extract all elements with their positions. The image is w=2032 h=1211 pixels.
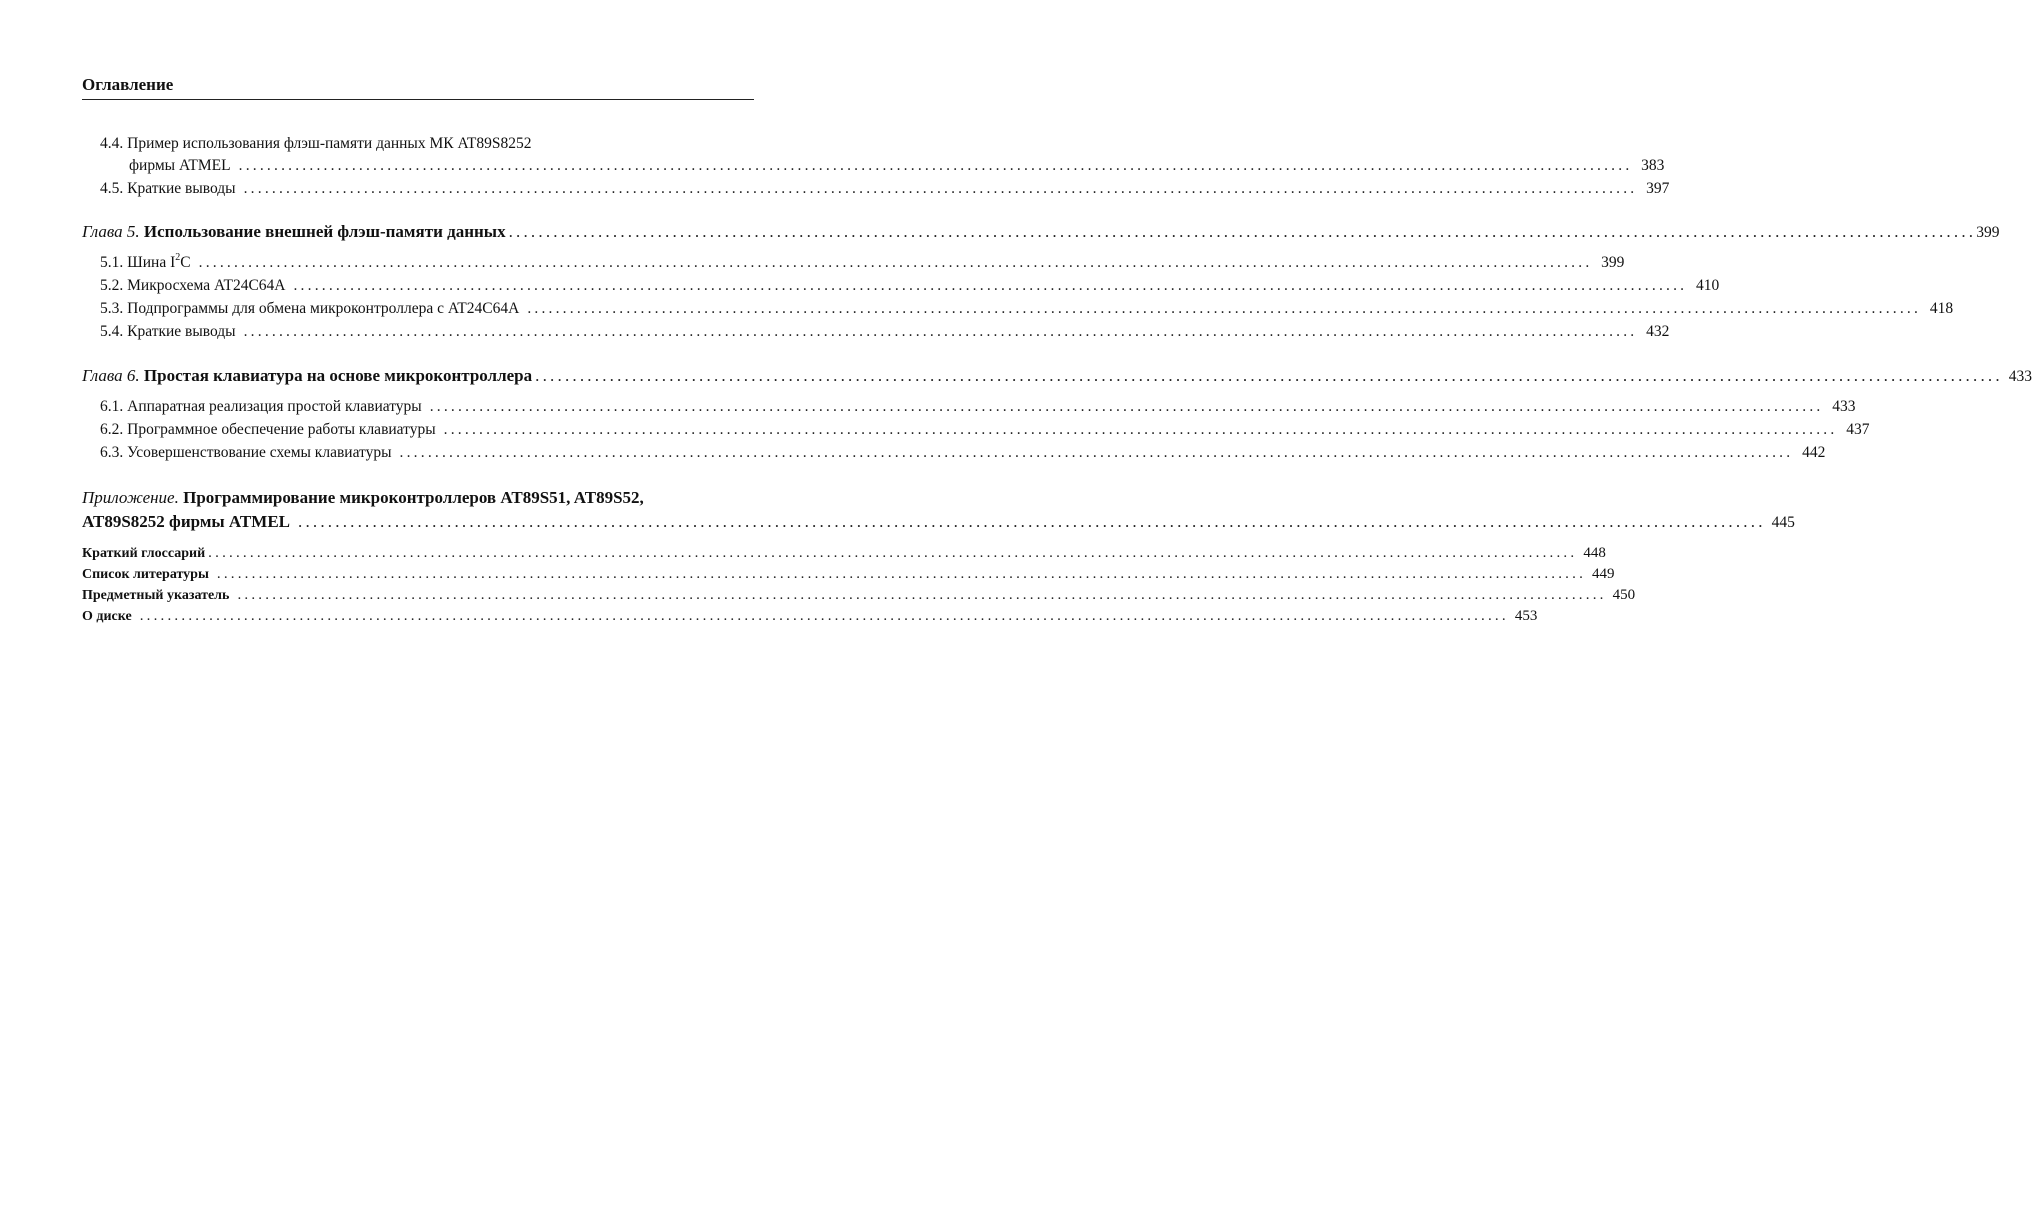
toc-entry-title: фирмы ATMEL	[129, 157, 231, 174]
chapter-number: Глава 6.	[82, 366, 140, 385]
appendix-title: AT89S8252 фирмы ATMEL	[82, 512, 290, 531]
chapter-number: Глава 5.	[82, 222, 140, 241]
toc-entry-5-1[interactable]	[82, 251, 1625, 274]
toc-page-number: 433	[2008, 368, 2032, 385]
toc-entry-title: Список литературы	[82, 567, 209, 582]
leader-dots: .....................................................................................................................................................................................................	[429, 398, 1824, 415]
toc-page-number: 433	[1832, 398, 1856, 415]
leader-dots: .....................................................................................................................................................................................................	[443, 421, 1838, 438]
toc-entry-title: 5.2. Микросхема AT24C64A	[100, 277, 286, 294]
toc-page-number: 449	[1592, 566, 1615, 582]
toc-entry-5-3[interactable]	[82, 297, 1954, 320]
toc-entry-title: О диске	[82, 609, 132, 624]
toc-entry-5-2[interactable]	[82, 274, 1720, 297]
leader-dots: .....................................................................................................................................................................................................	[237, 587, 1607, 603]
toc-entry-title: 6.2. Программное обеспечение работы клавиатуры	[100, 421, 436, 438]
toc-entry-4-5[interactable]	[82, 177, 1670, 200]
toc-glossary[interactable]	[82, 543, 1606, 564]
toc-page-number: 383	[1641, 157, 1665, 174]
toc-appendix[interactable]	[82, 486, 754, 510]
toc-entry-title: 6.3. Усовершенствование схемы клавиатуры	[100, 444, 392, 461]
leader-dots: .....................................................................................................................................................................................................	[243, 323, 1638, 340]
toc-index[interactable]	[82, 585, 1636, 606]
toc-entry-title: 4.4. Пример использования флэш-памяти данных МК AT89S8252	[100, 135, 532, 152]
toc-page-number: 418	[1929, 300, 1954, 317]
toc-entry-title: Краткий глоссарий	[82, 546, 206, 561]
leader-dots: .....................................................................................................................................................................................................	[527, 300, 1922, 317]
toc-page-number: 397	[1646, 180, 1670, 197]
leader-dots: .....................................................................................................................................................................................................	[399, 444, 1794, 461]
leader-dots: .....................................................................................................................................................................................................	[238, 157, 1633, 174]
appendix-title: Программирование микроконтроллеров AT89S51, AT89S52,	[183, 488, 644, 507]
toc-page-number: 437	[1846, 421, 1870, 438]
toc-entry-5-4[interactable]	[82, 320, 1670, 343]
toc-bibliography[interactable]	[82, 564, 1615, 585]
toc-entry-6-1[interactable]	[82, 395, 1856, 418]
toc-about-disk[interactable]	[82, 606, 1538, 627]
leader-dots: .....................................................................................................................................................................................................	[198, 254, 1593, 271]
toc-page-number: 445	[1771, 514, 1795, 531]
toc-entry-6-2[interactable]	[82, 418, 1870, 441]
toc-page-number: 448	[1583, 545, 1606, 561]
toc-page-number: 432	[1646, 323, 1670, 340]
toc-entry-6-3[interactable]	[82, 441, 1826, 464]
toc-appendix-cont[interactable]	[82, 510, 1795, 535]
toc-page-number: 450	[1612, 587, 1636, 603]
leader-dots: .....................................................................................................................................................................................................	[243, 180, 1638, 197]
toc-page-number: 399	[1601, 254, 1625, 271]
running-head: Оглавление	[82, 75, 754, 100]
toc-entry-title: 6.1. Аппаратная реализация простой клавиатуры	[100, 398, 422, 415]
leader-dots: .....................................................................................................................................................................................................	[508, 222, 1977, 241]
appendix-label: Приложение.	[82, 488, 179, 507]
leader-dots: .....................................................................................................................................................................................................	[139, 608, 1509, 624]
toc-entry-4-4-cont[interactable]	[82, 154, 1665, 177]
toc-page-number: 453	[1514, 608, 1538, 624]
leader-dots: .....................................................................................................................................................................................................	[298, 512, 1766, 531]
table-of-contents	[82, 134, 2032, 627]
chapter-title: Использование внешней флэш-памяти данных	[143, 222, 506, 241]
leader-dots: .....................................................................................................................................................................................................	[216, 566, 1587, 582]
leader-dots: .....................................................................................................................................................................................................	[293, 277, 1688, 294]
chapter-title: Простая клавиатура на основе микроконтроллера	[143, 366, 533, 385]
toc-entry-title: Предметный указатель	[82, 588, 230, 603]
toc-entry-title: 4.5. Краткие выводы	[100, 180, 236, 197]
toc-page-number: 399	[1976, 224, 2000, 241]
toc-page-number: 410	[1696, 277, 1720, 294]
toc-entry-title: 5.1. Шина $I^2C$	[100, 251, 191, 271]
toc-page-number: 442	[1802, 444, 1826, 461]
superscript: 2	[175, 251, 181, 263]
toc-entry-title: 5.3. Подпрограммы для обмена микроконтроллера с AT24C64A	[100, 300, 520, 317]
toc-entry-4-4[interactable]	[82, 134, 754, 154]
toc-chapter-6[interactable]	[82, 364, 2032, 389]
leader-dots: .....................................................................................................................................................................................................	[535, 366, 2003, 385]
toc-entry-title: 5.4. Краткие выводы	[100, 323, 236, 340]
toc-chapter-5[interactable]	[82, 220, 2000, 245]
leader-dots: .....................................................................................................................................................................................................	[208, 545, 1578, 561]
